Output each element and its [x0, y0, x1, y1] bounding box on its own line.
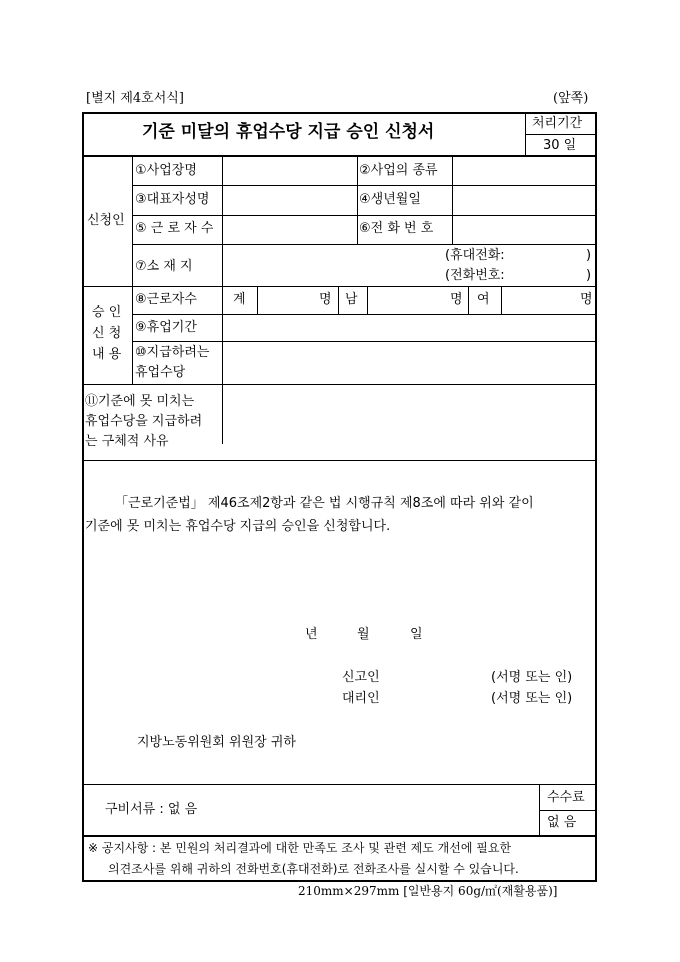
workers-divider-4	[468, 286, 469, 314]
female-unit: 명	[580, 292, 593, 307]
mobile-close: )	[586, 248, 592, 263]
approval-row-line-2	[132, 341, 596, 342]
row-line-2	[132, 215, 596, 216]
workers-divider-3	[367, 286, 368, 314]
approval-section-line3: 내 용	[92, 347, 122, 362]
applicant-label-divider	[132, 156, 133, 286]
statement-line1: 「근로기준법」 제46조제2항과 같은 법 시행규칙 제8조에 따라 위와 같이	[115, 496, 534, 511]
workers-divider-1	[257, 286, 258, 314]
workers-divider-2	[338, 286, 339, 314]
fee-value: 없 음	[547, 815, 577, 830]
applicant-value-divider	[452, 156, 453, 245]
agent-sign: (서명 또는 인)	[491, 691, 573, 706]
frame-right	[595, 112, 597, 882]
workers-divider-5	[501, 286, 502, 314]
approval-workers-label: ⑧근로자수	[135, 292, 197, 307]
allowance-label-line1: ⑩지급하려는	[135, 345, 210, 360]
phone-label: ⑥전 화 번 호	[359, 221, 434, 236]
male-unit: 명	[450, 292, 463, 307]
tel-close: )	[586, 268, 592, 283]
fee-label: 수수료	[547, 790, 585, 805]
approval-bottom-line	[82, 384, 596, 385]
field-label-divider	[222, 156, 223, 444]
notice-line2: 의견조사를 위해 귀하의 전화번호(휴대전화)로 전화조사를 실시할 수 있습니다.	[108, 862, 519, 876]
approval-label-divider	[132, 286, 133, 384]
recipient: 지방노동위원회 위원장 귀하	[137, 735, 296, 750]
business-type-label: ②사업의 종류	[359, 163, 438, 178]
docs-top-line	[82, 784, 596, 785]
tel-label: (전화번호:	[445, 268, 505, 283]
reason-bottom-line	[82, 460, 596, 461]
reporter-label: 신고인	[342, 670, 380, 685]
birth-date-label: ④생년월일	[359, 192, 421, 207]
paper-spec: 210mm×297mm [일반용지 60g/㎡(재활용품)]	[298, 884, 558, 898]
notice-line1: ※ 공지사항 : 본 민원의 처리결과에 대한 만족도 조사 및 관련 제도 개선에 필요한	[88, 841, 512, 855]
applicant-section-label: 신청인	[87, 213, 125, 228]
date-day: 일	[410, 627, 423, 642]
male-label: 남	[345, 292, 358, 307]
business-name-label: ①사업장명	[135, 163, 197, 178]
approval-section-line1: 승 인	[92, 305, 122, 320]
statement-line2: 기준에 못 미치는 휴업수당 지급의 승인을 신청합니다.	[85, 519, 391, 534]
processing-value: 30 일	[543, 138, 577, 153]
approval-section-line2: 신 청	[92, 326, 122, 341]
agent-label: 대리인	[342, 691, 380, 706]
form-number: [별지 제4호서식]	[86, 91, 184, 106]
title-bottom-line	[82, 155, 596, 157]
row-line-1	[132, 185, 596, 186]
required-documents: 구비서류 : 없 음	[105, 802, 198, 817]
frame-bottom	[82, 880, 597, 882]
reason-line1: ⑪기준에 못 미치는	[85, 394, 195, 409]
address-label: ⑦소 재 지	[135, 259, 193, 274]
row-line-3	[132, 244, 596, 245]
reason-line3: 는 구체적 사유	[85, 434, 169, 449]
frame-top	[82, 112, 596, 114]
applicant-mid-divider	[357, 156, 358, 245]
applicant-bottom-line	[82, 286, 596, 287]
fee-mid-line	[539, 810, 596, 811]
processing-label: 처리기간	[532, 116, 583, 131]
mobile-label: (휴대전화:	[445, 248, 505, 263]
approval-row-line-1	[132, 314, 596, 315]
frame-left	[82, 112, 84, 882]
date-month: 월	[357, 627, 370, 642]
date-year: 년	[305, 627, 318, 642]
rep-name-label: ③대표자성명	[135, 192, 210, 207]
form-title: 기준 미달의 휴업수당 지급 승인 신청서	[142, 122, 435, 142]
leave-period-label: ⑨휴업기간	[135, 320, 197, 335]
female-label: 여	[477, 292, 490, 307]
reporter-sign: (서명 또는 인)	[491, 670, 573, 685]
reason-line2: 휴업수당을 지급하려	[85, 414, 203, 429]
docs-bottom-line	[82, 835, 596, 837]
processing-mid-line	[525, 134, 595, 135]
total-label: 계	[233, 292, 246, 307]
worker-count-label: ⑤ 근 로 자 수	[135, 221, 214, 236]
total-unit: 명	[319, 292, 332, 307]
page-side: (앞쪽)	[553, 91, 589, 106]
allowance-label-line2: 휴업수당	[135, 365, 186, 380]
